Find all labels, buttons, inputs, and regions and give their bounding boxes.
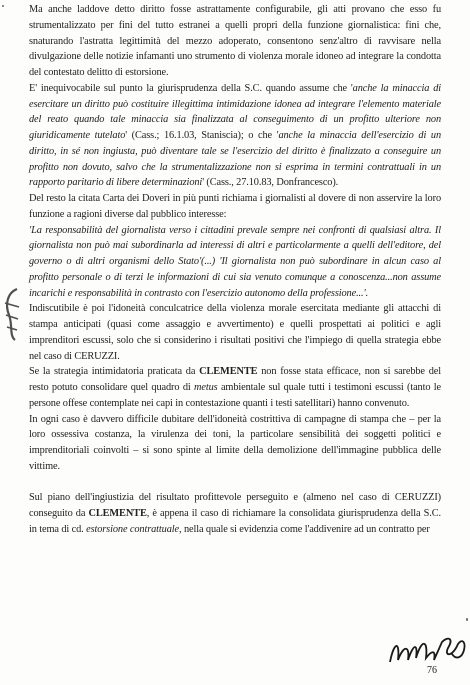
text-run: CLEMENTE	[88, 508, 147, 519]
text-run: CLEMENTE	[199, 366, 258, 378]
text-run: ' (Cass.; 16.1.03, Staniscia); o che '	[125, 130, 279, 141]
text-run: , è appena il caso di richiamare la consolidata giurisprudenza della S.C. in tema di cd.	[29, 508, 441, 535]
paragraph	[29, 364, 441, 411]
text-run: CERUZZI	[394, 492, 438, 504]
text-run: , nella quale si evidenzia come l'addivenire ad un contratto per	[179, 523, 430, 535]
paragraph	[29, 191, 441, 223]
text-run: ambientale sul quale tutti i testimoni escussi (tanto le persone offese contemplate nei capi in contestazione quanti i testi satellitari) hanno convenuto.	[29, 382, 442, 409]
text-run: ' (Cass., 27.10.83, Donfrancesco).	[202, 177, 339, 189]
text-run: Indiscutibile è poi l'idoneità conculcatrice della violenza morale esercitata mediante gli attacchi di stampa anticipati (quasi come assaggio e avvertimento) e quelli prospettati ai politici e agli imprenditori escussi, solo che si considerino i risultati positivi che l'impiego di quella strategia ebbe nel caso di	[29, 303, 441, 362]
text-run: .	[117, 350, 120, 362]
text-run: non fosse stata efficace, non si sarebbe del resto potuto consolidare quel quadro di	[29, 366, 442, 393]
margin-stamp	[1, 285, 23, 343]
handwritten-signature	[386, 632, 470, 668]
text-run: Se la strategia intimidatoria praticata da	[29, 366, 200, 378]
page-number: 76	[427, 665, 437, 676]
paragraph	[29, 2, 441, 81]
text-run: estorsione contrattuale	[86, 523, 180, 535]
text-run: CERUZZI	[74, 350, 118, 362]
scan-speck	[466, 618, 468, 621]
text-run: anche la minaccia di esercitare un diritto può costituire illegittima intimidazione idonea ad integrare l'elemento materiale del reato quando tale minaccia sia finalizzata al conseguimento di un profitto ulteriore non giuridicamente tutelato	[29, 82, 442, 141]
text-run: 'La responsabilità del giornalista verso i cittadini prevale sempre nei confronti di qualsiasi altra. Il giornalista non può mai subordinarla ad interessi di altri e particolarmente a quelli dell'editore, del governo o di altri organismi dello Stato'(...) 'Il giornalista non può subordinare in alcun caso al profitto personale o di terzi le informazioni di cui sia venuto comunque a conoscenza...non assume incarichi e responsabilità in contrasto con l'esercizio autonomo della professione...'.	[29, 224, 441, 299]
text-run: Del resto la citata Carta dei Doveri in più punti richiama i giornalisti al dovere di non asservire la loro funzione a ragioni diverse dal pubblico interesse:	[29, 193, 441, 220]
paragraph	[29, 490, 441, 537]
paragraph	[29, 412, 441, 475]
text-run: E' inequivocabile sul punto la giurisprudenza della S.C. quando assume che '	[29, 82, 353, 94]
text-run: metus	[194, 382, 218, 393]
paragraph	[29, 301, 441, 364]
paragraph	[29, 223, 441, 302]
text-run: Sul piano dell'ingiustizia del risultato profittevole perseguito e (almeno nel caso di	[29, 492, 395, 504]
document-body	[29, 2, 441, 538]
scan-speck	[2, 5, 4, 7]
text-run: anche la minaccia dell'esercizio di un diritto, in sé non ingiusta, può diventare tale se l'esercizio del diritto è finalizzato a conseguire un profitto non dovuto, salvo che la strumentalizzazione non si esprima in termini contrattuali in un rapporto paritario di libere determinazioni	[29, 130, 441, 189]
paragraph	[29, 81, 441, 191]
text-run: In ogni caso è davvero difficile dubitare dell'idoneità costrittiva di campagne di stampa che – per la loro ossessiva costanza, la virulenza dei toni, la particolare sensibilità dei soggetti politici e imprenditoriali coinvolti – si sono spinte al limite della demolizione dell'immagine pubblica delle vittime.	[29, 413, 441, 472]
text-run: ) conseguito da	[29, 492, 441, 519]
text-run: Ma anche laddove detto diritto fosse astrattamente configurabile, gli atti provano che esso fu strumentalizzato per fini del tutto estranei a quelli propri della funzione giornalistica: fini che, snaturando l'astratta legittimità del mezzo adoperato, consentono senz'altro di ravvisare nella divulgazione delle notizie infamanti uno strumento di violenza morale idoneo ad integrare la condotta del contestato delitto di estorsione.	[29, 4, 441, 78]
